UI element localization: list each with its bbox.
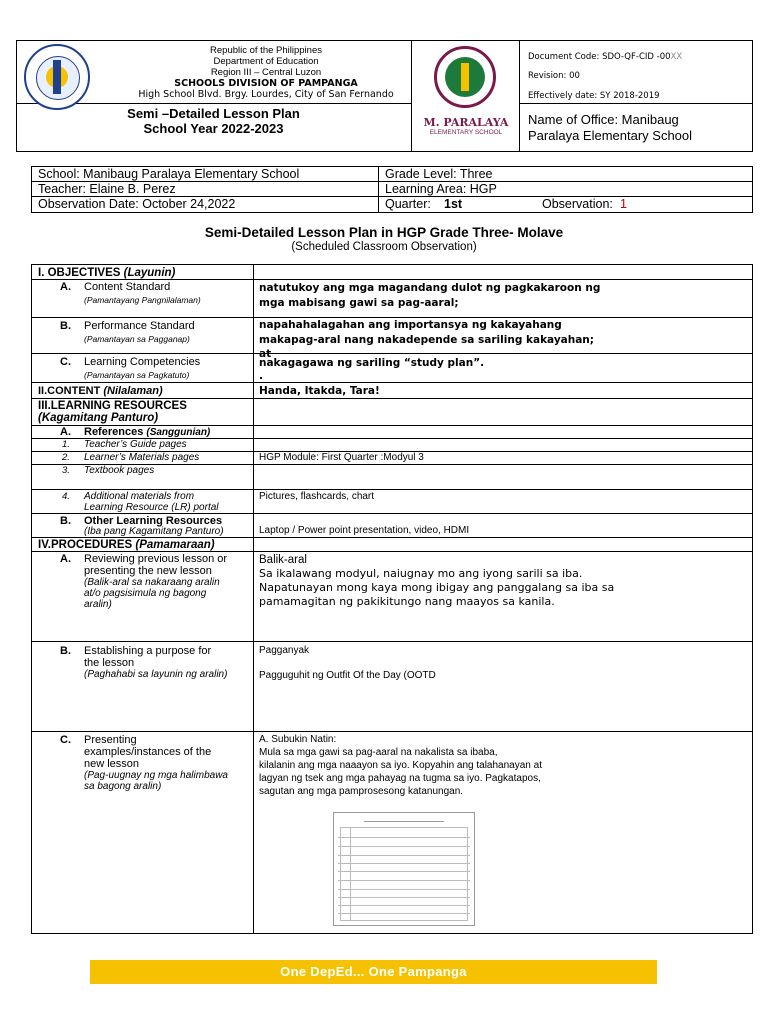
content-heading-it: (Nilalaman) <box>103 385 163 397</box>
info-teacher: Teacher: Elaine B. Perez <box>38 182 176 196</box>
performance-standard-value-1: napahahalagahan ang importansya ng kakayahang <box>259 319 562 331</box>
header-address: High School Blvd. Brgy. Lourdes, City of San Fernando <box>138 89 394 100</box>
info-observation-label: Observation: <box>542 197 613 211</box>
proc-a-value-1: Balik-aral <box>259 554 307 566</box>
teachers-guide-label: Teacher’s Guide pages <box>84 439 187 450</box>
number-4: 4. <box>62 491 70 502</box>
performance-standard-label: Performance Standard <box>84 320 195 332</box>
info-school: School: Manibaug Paralaya Elementary School <box>38 167 300 181</box>
performance-standard-value-3: at <box>259 348 272 360</box>
content-standard-sub: (Pamantayang Pangnilalaman) <box>84 295 201 305</box>
header-office-cell <box>520 104 753 152</box>
other-resources-value: Laptop / Power point presentation, video, HDMI <box>259 525 470 536</box>
info-table <box>31 166 753 213</box>
header-republic: Republic of the Philippines <box>210 45 322 56</box>
proc-c-value-1: A. Subukin Natin: <box>259 734 337 745</box>
learners-materials-label: Learner’s Materials pages <box>84 452 200 463</box>
proc-c-value-5: sagutan ang mga pamprosesong katanungan. <box>259 786 464 797</box>
header-department: Department of Education <box>213 56 319 67</box>
letter-a: A. <box>60 281 71 293</box>
learners-materials-value: HGP Module: First Quarter :Modyul 3 <box>259 452 424 463</box>
proc-b-value-2: Pagguguhit ng Outfit Of the Day (OOTD <box>259 670 436 681</box>
letter-a-proc: A. <box>60 553 71 565</box>
references-label-it: (Sanggunian) <box>146 427 211 438</box>
letter-c: C. <box>60 356 71 368</box>
learning-competencies-value: nakagagawa ng sariling “study plan”. <box>259 357 485 369</box>
info-quarter-value: 1st <box>444 197 463 211</box>
proc-b-sub-1: (Paghahabi sa layunin ng aralin) <box>84 669 228 680</box>
learning-competencies-value-dot: . <box>259 370 263 382</box>
proc-b-label-1: Establishing a purpose for <box>84 645 212 657</box>
performance-standard-sub: (Pamantayan sa Pagganap) <box>84 334 190 344</box>
content-standard-label: Content Standard <box>84 281 171 293</box>
proc-c-label-2: examples/instances of the <box>84 746 212 758</box>
content-value: Handa, Itakda, Tara! <box>259 385 380 397</box>
info-observation-value: 1 <box>620 197 627 211</box>
school-logo-sub: ELEMENTARY SCHOOL <box>429 129 503 136</box>
footer-banner: One DepEd... One Pampanga <box>90 960 657 984</box>
proc-c-sub-2: sa bagong aralin) <box>84 781 162 792</box>
letter-b-olr: B. <box>60 515 71 527</box>
proc-a-label-1: Reviewing previous lesson or <box>84 553 228 565</box>
school-year: School Year 2022-2023 <box>143 121 284 136</box>
info-quarter-label: Quarter: <box>385 197 431 211</box>
letter-c-proc: C. <box>60 734 71 746</box>
proc-a-label-2: presenting the new lesson <box>84 565 212 577</box>
proc-c-value-2: Mula sa mga gawi sa pag-aaral na nakalista sa ibaba, <box>259 747 498 758</box>
learning-competencies-label: Learning Competencies <box>84 356 201 368</box>
header-school-logo-cell <box>412 40 520 152</box>
info-grade-level: Grade Level: Three <box>385 167 493 181</box>
checklist-worksheet-image <box>333 812 475 926</box>
proc-a-value-2: Sa ikalawang modyul, naiugnay mo ang iyong sarili sa iba. <box>259 567 583 580</box>
lesson-subtitle: (Scheduled Classroom Observation) <box>291 241 477 253</box>
proc-c-value-3: kilalanin ang mga naaayon sa iyo. Kopyahin ang talahanayan at <box>259 760 542 771</box>
proc-c-value-4: lagyan ng tsek ang mga pahayag na tugma sa iyo. Pagkatapos, <box>259 773 541 784</box>
content-standard-value-2: mga mabisang gawi sa pag-aaral; <box>259 297 459 309</box>
info-observation-date: Observation Date: October 24,2022 <box>38 197 236 211</box>
proc-a-sub-3: aralin) <box>84 599 112 610</box>
additional-materials-value: Pictures, flashcards, chart <box>259 491 375 502</box>
textbook-label: Textbook pages <box>84 465 155 476</box>
letter-a-refs: A. <box>60 426 71 438</box>
other-resources-sub: (Iba pang Kagamitang Panturo) <box>84 526 224 537</box>
header-region: Region III – Central Luzon <box>210 67 322 78</box>
header-division: SCHOOLS DIVISION OF PAMPANGA <box>174 78 358 89</box>
proc-a-value-4: pamamagitan ng pakikitungo nang maayos sa kanila. <box>259 595 555 608</box>
deped-seal-icon <box>24 44 90 110</box>
letter-b-proc: B. <box>60 645 71 657</box>
other-resources-label: Other Learning Resources <box>84 515 223 527</box>
proc-c-label-1: Presenting <box>84 734 137 746</box>
lesson-title: Semi-Detailed Lesson Plan in HGP Grade Three- Molave <box>204 225 564 240</box>
letter-b: B. <box>60 320 71 332</box>
header-document-cell <box>520 40 753 104</box>
document-code: Document Code: SDO-QF-CID -00 <box>528 52 671 62</box>
objectives-heading: I. OBJECTIVES <box>38 267 124 279</box>
info-learning-area: Learning Area: HGP <box>385 182 497 196</box>
header-agency-cell <box>16 40 412 104</box>
school-logo-name: M. PARALAYA <box>423 116 509 129</box>
objectives-heading-it: (Layunin) <box>123 267 176 279</box>
procedures-heading-it: (Pamamaraan) <box>135 539 215 551</box>
references-label: References <box>84 426 147 438</box>
learning-resources-heading-it: (Kagamitang Panturo) <box>38 412 159 424</box>
procedures-heading: IV.PROCEDURES <box>38 539 136 551</box>
document-code-suffix: XX <box>670 52 683 62</box>
content-heading: II.CONTENT <box>38 385 104 397</box>
proc-b-label-2: the lesson <box>84 657 135 669</box>
additional-materials-label-1: Additional materials from <box>84 491 195 502</box>
proc-c-sub-1: (Pag-uugnay ng mga halimbawa <box>84 770 228 781</box>
header-title-cell <box>16 104 412 152</box>
revision: Revision: 00 <box>528 71 580 81</box>
additional-materials-label-2: Learning Resource (LR) portal <box>84 502 219 513</box>
performance-standard-value-2: makapag-aral nang nakadepende sa sariling kakayahan; <box>259 334 594 346</box>
office-line1: Name of Office: Manibaug <box>528 112 679 127</box>
effective-date: Effectively date: SY 2018-2019 <box>528 91 660 101</box>
learning-competencies-sub: (Pamantayan sa Pagkatuto) <box>84 370 190 380</box>
proc-b-value-1: Pagganyak <box>259 645 310 656</box>
learning-resources-heading: III.LEARNING RESOURCES <box>38 400 187 412</box>
proc-c-label-3: new lesson <box>84 758 140 770</box>
school-logo-icon <box>434 46 496 108</box>
content-standard-value-1: natutukoy ang mga magandang dulot ng pagkakaroon ng <box>259 282 601 294</box>
proc-a-sub-1: (Balik-aral sa nakaraang aralin <box>84 577 220 588</box>
number-1: 1. <box>62 439 70 450</box>
office-line2: Paralaya Elementary School <box>528 128 693 143</box>
number-3: 3. <box>62 465 70 476</box>
number-2: 2. <box>62 452 70 463</box>
plan-title: Semi –Detailed Lesson Plan <box>127 106 300 121</box>
proc-a-value-3: Napatunayan mong kaya mong ibigay ang panggalang sa iba sa <box>259 581 615 594</box>
proc-a-sub-2: at/o pagsisimula ng bagong <box>84 588 207 599</box>
